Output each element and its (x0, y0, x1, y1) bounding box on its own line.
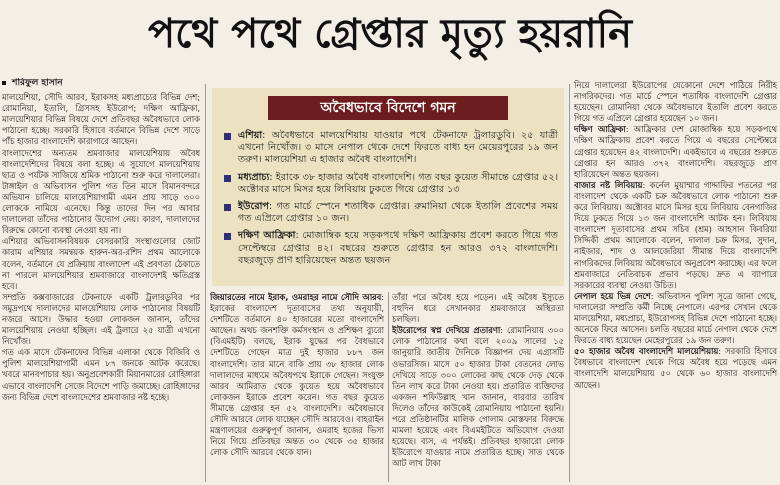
left-column (2, 78, 200, 483)
column-divider (388, 292, 389, 482)
left-paragraph: বাংলাদেশের অন্যতম শ্রমবাজার মালয়েশিয়ায় অবৈধ বাংলাদেশিদের বিষয়ে বলা হচ্ছে। এ সুযোগে মালয়েশিয়ায় ছাত্র ও পর্যটক সাজিয়ে শ্রমিক পাঠানো শুরু করে দালালেরা। টাঙ্গাইল ও অভিবাসন পুলিশ গত তিন মাসে বিমানবন্দরে অভিযান চালিয়ে মালয়েশিয়াগামী এমন প্রায় সাড়ে ৩০০ লোককে নামিয়ে এনেছে। কিন্তু তাদের দিন পর আবার দালালেরা তাঁদের পাঠানোর উদ্যোগ নেয়। কারণ, দালালদের বিরুদ্ধে কোনো ব্যবস্থা নেওয়া হয় না। (2, 147, 200, 236)
summary-item-south-africa (224, 230, 558, 267)
summary-item-text: : মোজাম্বিক হয়ে সড়কপথে দক্ষিণ আফ্রিকায় প্রবেশ করতে গিয়ে গত সেপ্টেম্বরে গ্রেপ্তার ৪২। বছরের শুরুতে গ্রেপ্তার হন আরও ৩৭২ বাংলাদেশি। বছরজুড়ে প্রাণ হারিয়েছেন অন্তত ছয়জন (238, 230, 558, 266)
square-bullet-icon (224, 133, 231, 140)
middle-left-text: : ইরাকের বাংলাদেশ দূতাবাসের তথ্য অনুযায়ী, দেশটিতে বর্তমানে ৪০ হাজারের মতো বাংলাদেশি আছেন। অথচ জনশক্তি কর্মসংস্থান ও প্রশিক্ষণ ব্যুরো (বিএমইটি) বলছে, ইরাক যুদ্ধের পর বৈধভাবে দেশটিতে গেছেন মাত্র দুই হাজার ৮৮৭ জন বাংলাদেশি। তার মানে বাকি প্রায় ৩৮ হাজার লোক দালালদের মাধ্যমে অবৈধপথে ইরাকে গেছেন। সংযুক্ত আরব আমিরাত থেকে কুয়েত হয়ে অবৈধভাবে লোকজন ইরাকে প্রবেশ করেন। গত বছর কুয়েত সীমান্তে গ্রেপ্তার হন ৫২ বাংলাদেশি। অবৈধভাবে সৌদি আরবে লোক যাচ্ছেন সৌদি আরবেও। বাহরাইন মন্ত্রণালয়ের গুরুত্বপূর্ণ জানান, ওমরাহ হজের ভিসা নিয়ে গিয়ে প্রতিবছর অন্তত ৩০ থেকে ৩৫ হাজার লোক সৌদি আরবে থেকে যান। (210, 292, 384, 458)
byline-name: শরিফুল হাসান (12, 78, 63, 88)
subhead-iraq-saudi: জিয়ারতের নামে ইরাক, ওমরাহর নামে সৌদি আরব (210, 292, 382, 302)
left-paragraph: এশিয়ার অভিবাসনবিষয়ক বেসরকারি সংস্থাগুলোর জোট কারাম এশিয়ার সমন্বয়ক হারুন-অর-রশিদ প্রথম আলোকে বলেন, বর্তমানে যে প্রক্রিয়ায় বাংলাদেশ এই প্রবণতা ঠেকাতে না পারলে মালয়েশিয়ার শ্রমবাজারে বাংলাদেশই ক্ষতিগ্রস্ত হবে। (2, 236, 200, 291)
summary-item-asia (224, 130, 558, 167)
headline: পথে পথে গ্রেপ্তার মৃত্যু হয়রানি (148, 10, 632, 57)
left-paragraph: সম্প্রতি কক্সবাজারের টেকনাফে একটি ট্রলারডুবির পর সমুদ্রপথে দালালদের মালয়েশিয়ায় লোক পাঠানোর বিষয়টি নজরে আসে। উদ্ধার হওয়া লোকজন জানান, তাঁদের মালয়েশিয়ায় নেওয়া হচ্ছিল। এই ট্রলারে ২৫ যাত্রী এখনো নিখোঁজ। (2, 291, 200, 347)
column-divider (205, 84, 206, 482)
middle-right-text: : রোমানিয়ায় ৩০০ লোক পাঠানোর কথা বলে ২০০৯ সালের ১৫ জানুয়ারি জাতীয় দৈনিকে বিজ্ঞাপন দেয় এগ্রাসটি ওভারসিজ। মাসে ৫০ হাজার টাকা বেতনের লোভ দেখিয়ে সাড়ে ৩০০ লোকের কাছ থেকে দেড় থেকে তিন লাখ করে টাকা নেওয়া হয়। প্রতারিত ব্যক্তিদের একজন শফিউল্লাহ খান জানান, বারবার তারিখ দিলেও তাঁদের কাউকেই রোমানিয়ায় পাঠানো হয়নি। পরে প্রতিষ্ঠানটির মালিক গোলাম মোস্তফার বিরুদ্ধে মামলা হয়েছে এবং বিএমইটিতে অভিযোগ দেওয়া হয়েছে। ব্যস, এ পর্যন্তই। প্রতিবছর হাজারো লোক ইউরোপে যাওয়ার নামে প্রতারিত হচ্ছে। সাত থেকে আট লাখ টাকা (392, 325, 564, 469)
subhead-libya: বাজার নষ্ট লিবিয়ায় (574, 179, 643, 190)
byline (2, 78, 200, 89)
summary-list (224, 130, 558, 272)
middle-right-paragraph (392, 325, 564, 469)
middle-right-column (392, 292, 564, 483)
summary-item-label: ইউরোপ (238, 201, 269, 213)
summary-item-label: মধ্যপ্রাচ্য (238, 171, 270, 183)
summary-item-text: : গত মার্চে স্পেনে শতাধিক গ্রেপ্তার। রুমানিয়া থেকে ইতালি প্রবেশের সময় গত এপ্রিলে গ্রেপ্তার ১০ জন। (238, 201, 558, 225)
subhead-south-africa: দক্ষিণ আফ্রিকা (574, 124, 626, 135)
middle-left-paragraph (210, 292, 384, 458)
right-text: : সরকারি হিসাবে বৈধভাবে বাংলাদেশ থেকে গিয়ে অবৈধ হয়ে পড়েছে এমন বাংলাদেশি মালয়েশিয়ায় ৫০ থেকে ৬০ হাজার বাংলাদেশি আছেন। (574, 346, 777, 390)
right-text: : কর্নেল মুয়াম্মার গাদ্দাফির পতনের পর বাংলাদেশ থেকে একটি চক্র অবৈধভাবে লোক পাঠানো শুরু করে লিবিয়ায়। অক্টোবর মাসে মিসর হয়ে লিবিয়ায় বেনগাজির দিয়ে ঢুকতে গিয়ে ১৩ জন বাংলাদেশি আটক হন। লিবিয়ায় বাংলাদেশ দূতাবাসের প্রথম সচিব (শ্রম) আহসান কিবরিয়া সিদ্দিকী প্রথম আলোকে বলেন, দালাল চক্র মিসর, সুদান, নাইজার, শাদ ও আলজেরিয়া সীমান্ত দিয়ে বাংলাদেশি নাগরিকদের লিবিয়ায় অবৈধভাবে অনুপ্রবেশ করাচ্ছে। এর ফলে শ্রমবাজারে নেতিবাচক প্রভাব পড়ছে। দ্রুত এ ব্যাপারে সরকারের ব্যবস্থা নেওয়া উচিত। (574, 179, 777, 290)
subhead-nepal: নেপাল হয়ে ভিন্ন দেশে (574, 290, 651, 301)
right-paragraph (574, 346, 777, 390)
summary-item-text: : ইরাকে ৩৮ হাজার অবৈধ বাংলাদেশি। গত বছর কুয়েত সীমান্তে গ্রেপ্তার ৫২। অক্টোবর মাসে মিসর হয়ে লিবিয়ায় ঢুকতে গিয়ে গ্রেপ্তার ১৩ (238, 171, 558, 195)
square-bullet-icon (224, 233, 231, 240)
subhead-europe-dream: ইউরোপের স্বপ্ন দেখিয়ে প্রতারণা (392, 325, 501, 336)
square-bullet-icon (224, 204, 231, 211)
summary-item-label: এশিয়া (238, 130, 263, 141)
column-divider (569, 84, 570, 482)
summary-item-label: দক্ষিণ আফ্রিকা (238, 230, 296, 242)
right-paragraph (574, 124, 777, 179)
left-paragraph: গত এক মাসে টেকনাফের বিভিন্ন এলাকা থেকে বিজিবি ও পুলিশ মালয়েশিয়াগামী এমন ৮৭ জনকে আটক করেছে। খবরে মানবপাচার হয়। অনুপ্রবেশকারী মিয়ানমারের রোহিঙ্গারা এভাবে বাংলাদেশি সেজে বিদেশে পাড়ি জমাচ্ছে। রোহিঙ্গাদের জন্য বিভিন্ন দেশে বাংলাদেশের শ্রমবাজার নষ্ট হচ্ছে। (2, 347, 200, 402)
left-paragraph: মালয়েশিয়া, সৌদি আরব, ইরাকসহ মধ্যপ্রাচ্যের বিভিন্ন দেশ; রোমানিয়া, ইতালি, গ্রিসসহ ইউরোপ; দক্ষিণ আফ্রিকা, মালয়েশিয়ার বিভিন্ন বিষয়ে দেশে প্রতিবছর অবৈধভাবে লোক পাঠানো হচ্ছে। সরকারি হিসাবে বর্তমানে বিভিন্ন দেশে সাড়ে পাঁচ হাজার বাংলাদেশি কারাগারে আছেন। (2, 92, 200, 147)
summary-item-middle-east (224, 172, 558, 196)
middle-left-column (210, 292, 384, 483)
right-intro: নিয়ে দালালেরা ইউরোপের যেকোনো দেশে পাঠিয়ে নিরীহ নাগরিকদের। গত মার্চে স্পেনে শতাধিক বাংলাদেশি গ্রেপ্তার হয়েছেন। রোমানিয়া থেকে অবৈধভাবে ইতালি প্রবেশ করতে গিয়ে গত এপ্রিলে গ্রেপ্তার হয়েছেন ১০ জন। (574, 80, 777, 124)
summary-item-text: : অবৈধভাবে মালয়েশিয়ায় যাওয়ার পথে টেকনাফে ট্রলারডুবি। ২৫ যাত্রী এখনো নিখোঁজ। ৩ মাসে নেপাল থেকে দেশে ফিরতে বাধ্য হন মেয়েরপুরের ১৯ জন তরুণ। মালয়েশিয়া এ হাজার অবৈধ বাংলাদেশি। (238, 130, 558, 166)
square-bullet-icon (224, 175, 231, 182)
summary-item-europe (224, 201, 558, 225)
subhead-malaysia: ৫০ হাজার অবৈধ বাংলাদেশি মালয়েশিয়ায় (574, 346, 719, 357)
right-text: : অভিবাসন পুলিশ সূত্রে জানা গেছে, দালালেরা সম্প্রতি কর্মী নিচ্ছে নেপালে। এরপর সেখান থেকে মালয়েশিয়া, মধ্যপ্রাচ্য, ইউরোপসহ বিভিন্ন দেশে পাঠানো হচ্ছে। অনেকে ফিরে আসেন। চলতি বছরের মার্চে নেপাল থেকে দেশে ফিরতে বাধ্য হয়েছেন মেহেরপুরের ১৯ জন তরুণ। (574, 290, 777, 346)
byline-bullet-icon (2, 81, 6, 85)
summary-box-title: অবৈধভাবে বিদেশে গমন (268, 96, 508, 120)
right-column (574, 80, 777, 483)
right-paragraph (574, 291, 777, 346)
middle-right-intro: তাঁরা পরে অবৈধ হয়ে পড়েন। এই অবৈধ ইস্যুতে বহুদিন ধরে সেখানকার শ্রমবাজারে অস্থিরতা চলছিল। (392, 292, 564, 325)
right-text: : আফ্রিকার দেশ মোজাম্বিক হয়ে সড়কপথে দক্ষিণ আফ্রিকায় প্রবেশ করতে গিয়ে এ বছরের সেপ্টেম্বরে গ্রেপ্তার হয়েছেন ৪২ বাংলাদেশি। একইভাবে এ বছরের শুরুতে গ্রেপ্তার হন আরও ৩৭২ বাংলাদেশি। বছরজুড়ে প্রাণ হারিয়েছেন অন্তত ছয়জন। (574, 124, 777, 179)
summary-box (212, 88, 564, 286)
right-paragraph (574, 180, 777, 291)
